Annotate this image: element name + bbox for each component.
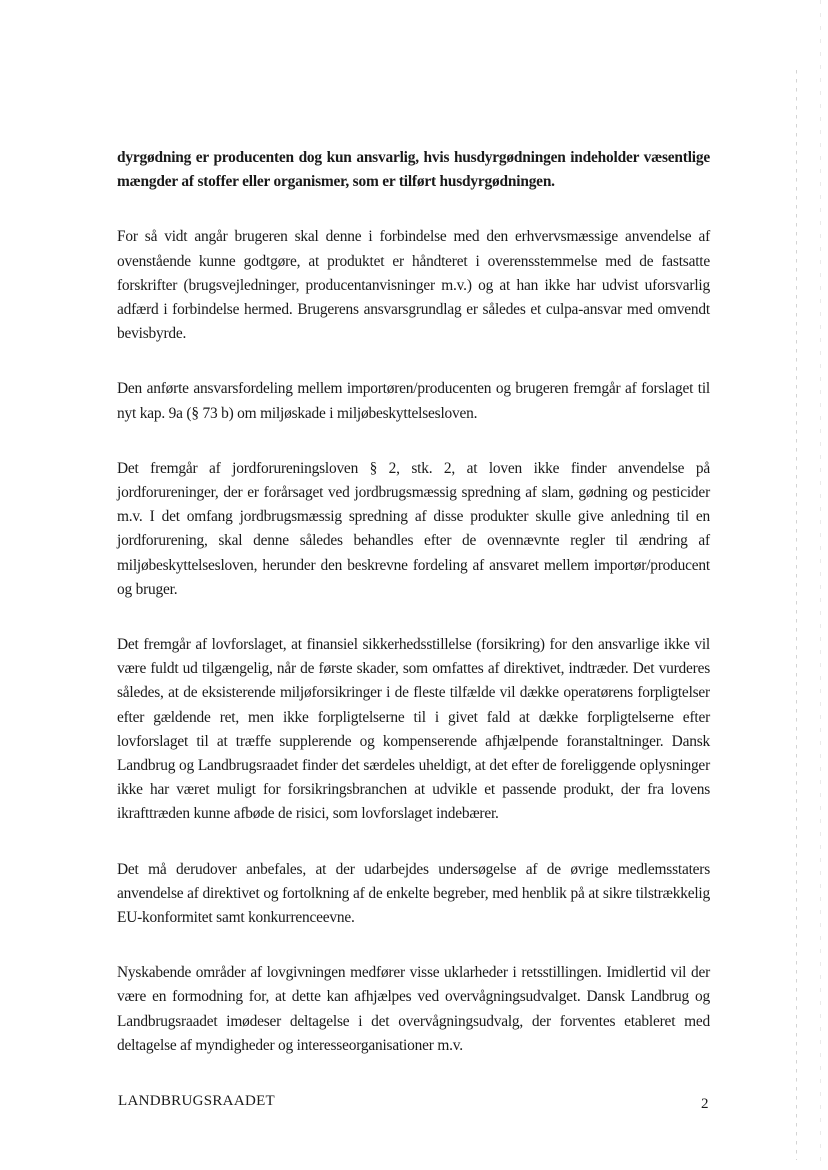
paragraph: dyrgødning er producenten dog kun ansvarlig, hvis husdyrgødningen indeholder væsentlige mængder af stoffer eller organismer, som er tilført husdyrgødningen. [117, 149, 710, 191]
footer-organization: LANDBRUGSRAADET [118, 1093, 276, 1109]
page-number: 2 [701, 1096, 709, 1112]
paragraph: Det må derudover anbefales, at der udarbejdes undersøgelse af de øvrige medlemsstaters anvendelse af direktivet og fortolkning af de enkelte begreber, med henblik på at sikre tilstrækkelig EU-konformitet samt konkurrenceevne. [117, 860, 710, 927]
scan-edge-artifact [820, 0, 821, 1170]
paragraph: Det fremgår af jordforureningsloven § 2, stk. 2, at loven ikke finder anvendelse på jordforureninger, der er forårsaget ved jordbrugsmæssig spredning af slam, gødning og pesticider m.v. I det omfang jordbrugsmæssig spredning af disse produkter skulle give anledning til en jordforurening, skal denne således behandles efter de ovennævnte regler til ændring af miljøbeskyttelsesloven, herunder den beskrevne fordeling af ansvaret mellem importør/producent og bruger. [117, 459, 710, 598]
paragraph: For så vidt angår brugeren skal denne i forbindelse med den erhvervsmæssige anvendelse af ovenstående kunne godtgøre, at produktet er håndteret i overensstemmelse med de fastsatte forskrifter (brugsvejledninger, producentanvisninger m.v.) og at han ikke har udvist uforsvarlig adfærd i forbindelse hermed. Brugerens ansvarsgrundlag er således et culpa-ansvar med omvendt bevisbyrde. [117, 228, 710, 343]
body-text [117, 146, 710, 1089]
paragraph: Den anførte ansvarsfordeling mellem importøren/producenten og brugeren fremgår af forslaget til nyt kap. 9a (§ 73 b) om miljøskade i miljøbeskyttelsesloven. [117, 380, 710, 422]
scan-edge-artifact [796, 70, 797, 1160]
paragraph: Nyskabende områder af lovgivningen medfører visse uklarheder i retsstillingen. Imidlertid vil der være en formodning for, at dette kan afhjælpes ved overvågningsudvalget. Dansk Landbrug og Landbrugsraadet imødeser deltagelse i det overvågningsudvalg, der forventes etableret med deltagelse af myndigheder og interesseorganisationer m.v. [117, 964, 710, 1054]
paragraph: Det fremgår af lovforslaget, at finansiel sikkerhedsstillelse (forsikring) for den ansvarlige ikke vil være fuldt ud tilgængelig, når de første skader, som omfattes af direktivet, indtræder. Det vurderes således, at de eksisterende miljøforsikringer i de fleste tilfælde vil dække operatørens forpligtelser efter gældende ret, men ikke forpligtelserne til i givet fald at dække forpligtelserne efter lovforslaget til at træffe supplerende og kompenserende afhjælpende foranstaltninger. Dansk Landbrug og Landbrugsraadet finder det særdeles uheldigt, at det efter de foreliggende oplysninger ikke har været muligt for forsikringsbranchen at udvikle et passende produkt, der fra lovens ikrafttræden kunne afbøde de risici, som lovforslaget indebærer. [117, 636, 710, 823]
